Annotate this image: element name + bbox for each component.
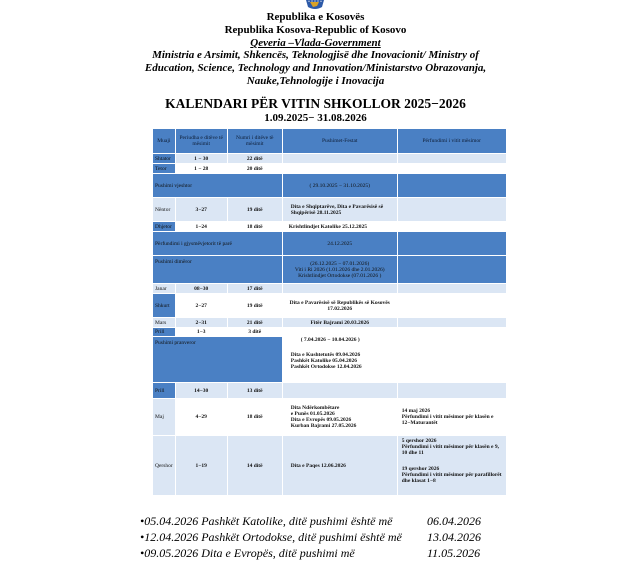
note-text: •09.05.2026 Dita e Evropës, ditë pushimi më [140, 546, 355, 560]
header-days: Numri i ditëve të mësimit [227, 129, 282, 154]
period-cell: 2−31 [175, 318, 227, 328]
catholic-easter: Pashkët Katolike 05.04.2026 [290, 358, 358, 364]
labour-day-line2: e Punës 01.05.2026 [290, 411, 335, 417]
table-row [153, 318, 507, 328]
month-cell: Nëntor [153, 198, 176, 222]
month-cell: Janar [153, 284, 176, 294]
holidays-cell: Krishtlindjet Katolike 25.12.2025 [282, 222, 397, 232]
spring-break-details [282, 337, 397, 383]
holidays-cell: Dita e Shqiptarëve, Dita e Pavarësisë së Shqipërisë 28.11.2025 [282, 198, 397, 222]
table-row [153, 198, 507, 222]
holidays-cell: Fitër Bajrami 20.03.2026 [282, 318, 397, 328]
note-date: 13.04.2026 [427, 530, 481, 544]
month-cell: Qershor [153, 436, 176, 496]
period-cell: 1−3 [175, 328, 227, 337]
month-cell: Prill [153, 328, 176, 337]
days-cell: 17 ditë [227, 284, 282, 294]
holidays-cell: Dita e Paqes 12.06.2026 [282, 436, 397, 496]
spring-break-dates: ( 7.04.2026 − 10.04.2026 ) [300, 337, 360, 343]
table-row [153, 436, 507, 496]
list-item [140, 530, 620, 546]
header-ministry-3: Nauke,Tehnologije i Inovacija [246, 75, 385, 87]
month-cell: Maj [153, 399, 176, 436]
header-end-of-year: Përfundimi i vitit mësimor [397, 129, 506, 154]
header-ministry-2: Education, Science, Technology and Innovation/Ministarstvo Obrazovanja, [144, 62, 487, 74]
labour-day-line1: Dita Ndërkombëtare [290, 405, 340, 411]
period-cell: 1 − 28 [175, 164, 227, 174]
winter-break-details [282, 256, 397, 284]
list-item [140, 514, 620, 530]
days-cell: 19 ditë [227, 294, 282, 318]
days-cell: 3 ditë [227, 328, 282, 337]
end-of-year-cell [397, 436, 506, 496]
kurban-bajrami: Kurban Bajrami 27.05.2026 [290, 423, 357, 429]
table-row [153, 222, 507, 232]
note-date: 06.04.2026 [427, 514, 481, 528]
days-cell: 22 ditë [227, 154, 282, 164]
grades-1-8-end-text: Përfundimi i vitit mësimor për parafillorët dhe klasat 1−8 [401, 472, 502, 484]
period-cell: 1−24 [175, 222, 227, 232]
grades-9-11-end-date: 5 qershor 2026 [401, 438, 437, 444]
table-row [153, 383, 507, 399]
month-cell: Mars [153, 318, 176, 328]
month-cell: Shtator [153, 154, 176, 164]
header-ministry-1: Ministria e Arsimit, Shkencës, Teknologjisë dhe Inovacionit/ Ministry of [152, 49, 479, 61]
table-row [153, 284, 507, 294]
period-cell: 1 − 30 [175, 154, 227, 164]
winter-break-dates: (26.12.2025 − 07.01.2026) [310, 260, 370, 267]
period-cell: 1−19 [175, 436, 227, 496]
table-header-row [153, 129, 507, 154]
kosovo-coat-of-arms [300, 0, 330, 10]
constitution-day: Dita e Kushtetutës 09.04.2026 [290, 352, 361, 358]
table-row [153, 164, 507, 174]
new-year-holiday: Viti i Ri 2026 (1.01.2026 dhe 2.01.2026) [294, 266, 385, 273]
days-cell: 18 ditë [227, 222, 282, 232]
page-title: KALENDARI PËR VITIN SHKOLLOR 2025−2026 [165, 96, 466, 111]
table-row [153, 328, 507, 337]
calendar-table [152, 128, 507, 496]
holiday-notes [140, 514, 620, 562]
table-row-spring-break [153, 337, 507, 383]
end-of-year-cell [397, 399, 506, 436]
page-subtitle: 1.09.2025− 31.08.2026 [264, 112, 367, 124]
month-cell: Dhjetor [153, 222, 176, 232]
days-cell: 20 ditë [227, 164, 282, 174]
grade12-end-text: Përfundimi i vitit mësimor për klasën e 12−Maturantët [401, 414, 494, 426]
note-text: •05.04.2026 Pashkët Katolike, ditë pushimi është më [140, 514, 393, 528]
header-period: Periudha e ditëve të mësimit [175, 129, 227, 154]
header-holidays: Pushimet-Festat [282, 129, 397, 154]
table-row-autumn-break [153, 174, 507, 198]
days-cell: 21 ditë [227, 318, 282, 328]
grades-1-8-end-date: 19 qershor 2026 [401, 466, 440, 472]
semester-end-label: Përfundimi i gjysmëvjetorit të parë [153, 232, 283, 256]
europe-day: Dita e Evropës 09.05.2026 [290, 417, 352, 423]
month-cell: Tetor [153, 164, 176, 174]
note-text: •12.04.2026 Pashkët Ortodokse, ditë pushimi është më [140, 530, 402, 544]
grades-9-11-end-text: Përfundimi i vitit mësimor për klasën e 9, 10 dhe 11 [401, 444, 499, 456]
autumn-break-label: Pushimi vjeshtor [153, 174, 283, 198]
period-cell: 14−30 [175, 383, 227, 399]
days-cell: 14 ditë [227, 436, 282, 496]
period-cell: 08−30 [175, 284, 227, 294]
month-cell: Shkurt [153, 294, 176, 318]
table-row [153, 154, 507, 164]
holidays-cell [282, 399, 397, 436]
table-row-winter-break [153, 256, 507, 284]
header-month: Muaji [153, 129, 176, 154]
days-cell: 18 ditë [227, 399, 282, 436]
winter-break-label: Pushimi dimëror [153, 256, 283, 284]
orthodox-christmas: Krishtlindjet Ortodokse (07.01.2026 ) [298, 272, 382, 279]
days-cell: 19 ditë [227, 198, 282, 222]
days-cell: 13 ditë [227, 383, 282, 399]
orthodox-easter: Pashkët Ortodokse 12.04.2026 [290, 364, 362, 370]
period-cell: 4−29 [175, 399, 227, 436]
grade12-end-date: 14 maj 2026 [401, 408, 431, 414]
header-republic-trilingual: Republika Kosova-Republic of Kosovo [224, 24, 407, 36]
holidays-cell: Dita e Pavarësisë së Republikës së Kosovës 17.02.2026 [282, 294, 397, 318]
header-government-text: Qeveria –Vlada-Government [250, 37, 381, 49]
note-date: 11.05.2026 [427, 546, 481, 560]
table-row [153, 294, 507, 318]
header-republic: Republika e Kosovës [266, 11, 365, 23]
table-row [153, 399, 507, 436]
table-row-semester-end [153, 232, 507, 256]
period-cell: 2−27 [175, 294, 227, 318]
month-cell: Prill [153, 383, 176, 399]
spring-break-label: Pushimi pranveror [153, 337, 283, 383]
semester-end-date: 24.12.2025 [282, 232, 397, 256]
period-cell: 3−27 [175, 198, 227, 222]
autumn-break-dates: ( 29.10.2025 − 31.10.2025) [282, 174, 397, 198]
